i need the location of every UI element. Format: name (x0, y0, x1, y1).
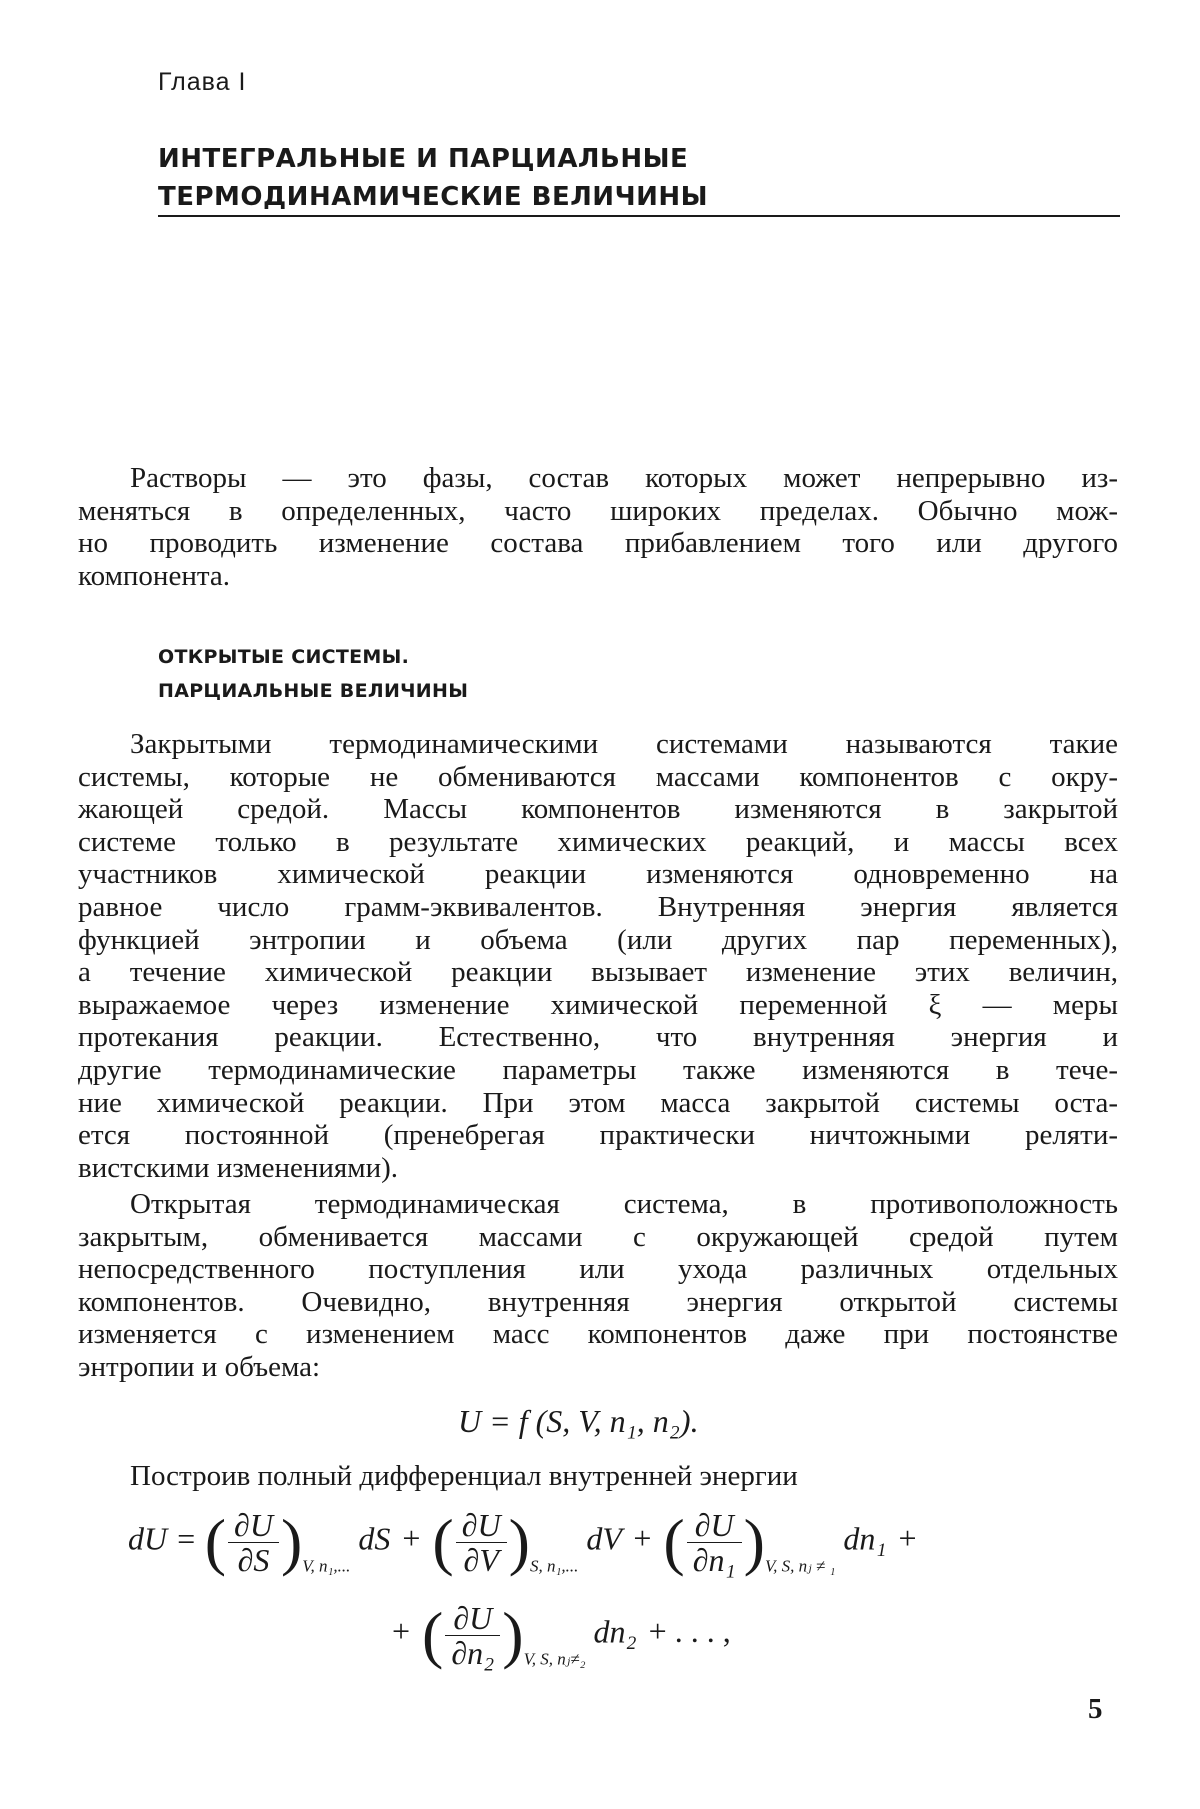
left-paren: ( (663, 1506, 685, 1577)
right-paren: ) (280, 1506, 303, 1577)
section-title-line-2: ПАРЦИАЛЬНЫЕ ВЕЛИЧИНЫ (158, 680, 469, 702)
eq-plus: + (392, 1613, 411, 1650)
text-line: меняться в определенных, часто широких пределах. Обычно мож- (78, 494, 1118, 527)
page-number: 5 (1088, 1693, 1103, 1725)
paragraph-open-systems (78, 1188, 1118, 1384)
eq-plus: + (633, 1520, 652, 1557)
text-line: ется постоянной (пренебрегая практически ничтожными реляти- (78, 1119, 1118, 1152)
frac-denominator: ∂S (237, 1541, 270, 1578)
frac-denominator: ∂V (463, 1541, 499, 1578)
partial-fraction-n1 (687, 1508, 742, 1577)
right-paren: ) (502, 1599, 524, 1670)
text-line: энтропии и объема: (78, 1350, 321, 1383)
right-paren: ) (743, 1506, 765, 1577)
frac-numerator: ∂U (445, 1601, 500, 1636)
eq-differential: dS (358, 1520, 391, 1557)
partial-fraction-n2 (445, 1601, 500, 1670)
left-paren: ( (432, 1506, 454, 1577)
eq-lhs: dU = (128, 1520, 197, 1557)
eq-subscript: S, n₁,... (529, 1556, 579, 1576)
paragraph-differential (78, 1460, 1118, 1493)
chapter-title-line-2: ТЕРМОДИНАМИЧЕСКИЕ ВЕЛИЧИНЫ (158, 182, 709, 212)
text-line: изменяется с изменением масс компонентов даже при постоянстве (78, 1318, 1118, 1351)
frac-denominator: ∂n₁ (692, 1541, 736, 1578)
text-line: системе только в результате химических реакций, и массы всех (78, 825, 1118, 858)
intro-paragraph (78, 462, 1118, 592)
text-line: Открытая термодинамическая система, в противоположность (130, 1188, 1118, 1220)
eq-plus: + (898, 1520, 917, 1557)
text-line: функцией энтропии и объема (или других пар переменных), (78, 923, 1118, 956)
frac-numerator: ∂U (228, 1508, 279, 1543)
equation-line-1 (128, 1505, 921, 1579)
text-line: Растворы — это фазы, состав которых может непрерывно из- (130, 462, 1118, 494)
text-line: системы, которые не обмениваются массами компонентов с окру- (78, 760, 1118, 793)
text-line: жающей средой. Массы компонентов изменяются в закрытой (78, 793, 1118, 826)
text-line: протекания реакции. Естественно, что внутренняя энергия и (78, 1021, 1118, 1054)
text-line: Построив полный дифференциал внутренней энергии (130, 1460, 798, 1492)
text-line: выражаемое через изменение химической переменной ξ — меры (78, 988, 1118, 1021)
partial-fraction-v (456, 1508, 507, 1577)
text-line: но проводить изменение состава прибавлением того или другого (78, 527, 1118, 560)
eq-tail: + . . . , (648, 1613, 731, 1650)
eq-differential: dV (586, 1520, 622, 1557)
section-title (158, 640, 468, 708)
eq-differential: dn₁ (843, 1520, 887, 1557)
chapter-title (158, 140, 1118, 216)
text-line: другие термодинамические параметры также изменяются в тече- (78, 1053, 1118, 1086)
text-line: компонентов. Очевидно, внутренняя энергия открытой системы (78, 1285, 1118, 1318)
right-paren: ) (508, 1506, 530, 1577)
text-line: вистскими изменениями). (78, 1151, 399, 1184)
text-line: непосредственного поступления или ухода различных отдельных (78, 1253, 1118, 1286)
left-paren: ( (204, 1506, 227, 1577)
chapter-title-line-1: ИНТЕГРАЛЬНЫЕ И ПАРЦИАЛЬНЫЕ (158, 144, 689, 174)
eq-differential: dn₂ (593, 1613, 637, 1650)
equation-line-2 (388, 1598, 735, 1672)
eq-plus: + (402, 1520, 421, 1557)
frac-numerator: ∂U (687, 1508, 742, 1543)
text-line: компонента. (78, 559, 230, 592)
left-paren: ( (422, 1599, 444, 1670)
partial-fraction-s (228, 1508, 279, 1577)
text-line: равное число грамм-эквивалентов. Внутренняя энергия является (78, 890, 1118, 923)
formula-internal-energy: U = f (S, V, n₁, n₂). (458, 1403, 699, 1439)
frac-denominator: ∂n₂ (451, 1634, 495, 1671)
eq-subscript: V, n₁,... (302, 1556, 351, 1576)
text-line: участников химической реакции изменяются одновременно на (78, 858, 1118, 891)
eq-subscript: V, S, nⱼ≠₂ (523, 1649, 586, 1669)
paragraph-closed-systems (78, 728, 1118, 1184)
section-title-line-1: ОТКРЫТЫЕ СИСТЕМЫ. (158, 646, 410, 668)
frac-numerator: ∂U (456, 1508, 507, 1543)
eq-subscript: V, S, nⱼ ≠ ₁ (764, 1556, 836, 1576)
text-line: закрытым, обменивается массами с окружающей средой путем (78, 1220, 1118, 1253)
text-line: Закрытыми термодинамическими системами называются такие (130, 728, 1118, 760)
chapter-label: Глава I (158, 68, 247, 96)
chapter-rule (158, 215, 1120, 217)
text-line: а течение химической реакции вызывает изменение этих величин, (78, 956, 1118, 989)
text-line: ние химической реакции. При этом масса закрытой системы оста- (78, 1086, 1118, 1119)
